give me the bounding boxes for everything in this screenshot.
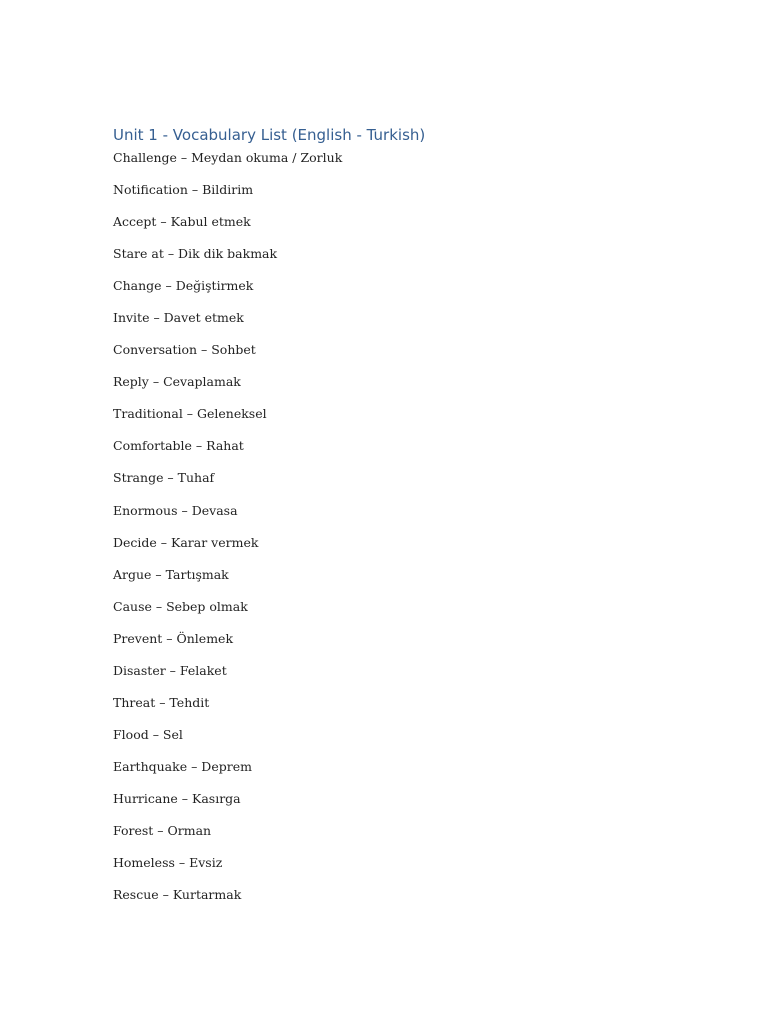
vocabulary-list [113, 148, 342, 917]
vocabulary-entry: Strange – Tuhaf [113, 470, 215, 486]
vocabulary-entry: Forest – Orman [113, 822, 212, 838]
vocabulary-entry: Stare at – Dik dik bakmak [113, 246, 278, 262]
vocabulary-entry: Notification – Bildirim [113, 182, 254, 198]
vocabulary-entry: Earthquake – Deprem [113, 758, 252, 774]
vocabulary-entry: Challenge – Meydan okuma / Zorluk [113, 150, 343, 165]
vocabulary-entry: Flood – Sel [113, 726, 183, 742]
vocabulary-entry: Threat – Tehdit [113, 694, 210, 710]
vocabulary-entry: Homeless – Evsiz [113, 855, 223, 871]
vocabulary-entry: Rescue – Kurtarmak [113, 887, 242, 903]
vocabulary-entry: Cause – Sebep olmak [113, 598, 248, 614]
vocabulary-entry: Hurricane – Kasırga [113, 790, 241, 806]
page-title: Unit 1 - Vocabulary List (English - Turkish) [113, 126, 426, 144]
vocabulary-entry: Argue – Tartışmak [113, 566, 229, 582]
vocabulary-entry: Accept – Kabul etmek [113, 214, 251, 230]
vocabulary-entry: Traditional – Geleneksel [113, 406, 267, 422]
vocabulary-entry: Comfortable – Rahat [113, 438, 244, 454]
vocabulary-entry: Change – Değiştirmek [113, 278, 254, 294]
vocabulary-entry: Decide – Karar vermek [113, 534, 259, 550]
vocabulary-entry: Prevent – Önlemek [113, 630, 234, 646]
vocabulary-entry: Conversation – Sohbet [113, 342, 256, 358]
vocabulary-entry: Invite – Davet etmek [113, 310, 244, 326]
vocabulary-entry: Reply – Cevaplamak [113, 374, 241, 390]
vocabulary-entry: Enormous – Devasa [113, 502, 238, 518]
vocabulary-entry: Disaster – Felaket [113, 662, 227, 678]
